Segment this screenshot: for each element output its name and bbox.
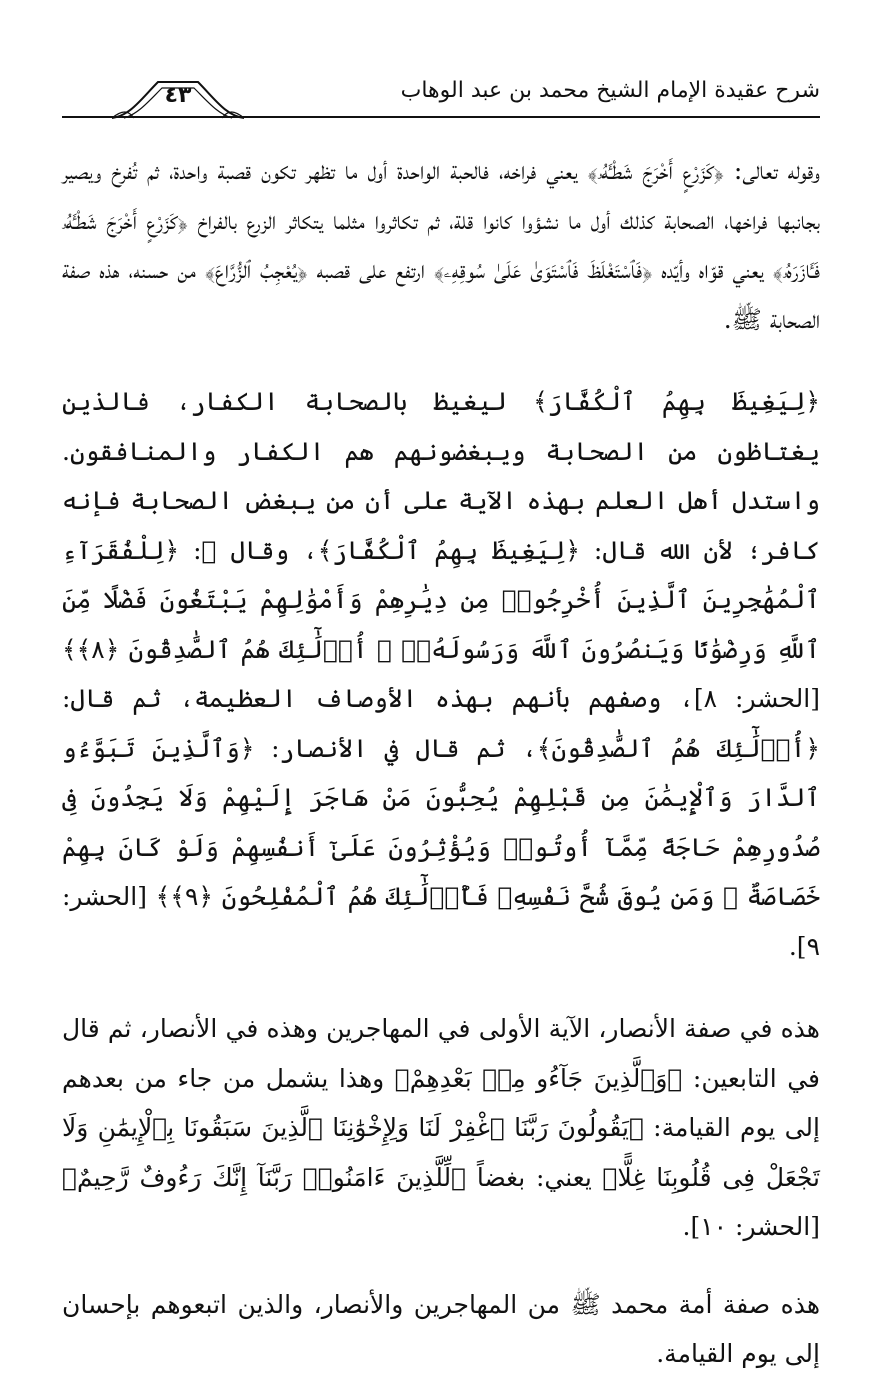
paragraph: وقوله تعالى: ﴿كَزَرْعٍ أَخْرَجَ شَطْـَٔهُۥ﴾ يعني فراخه، فالحبة الواحدة أول ما تظهر تكون قصبة واحدة، ثم تُفرخ ويصير بجانبها فراخها، الصحابة كذلك أول ما نشؤوا كانوا قلة، ثم تكاثروا مثلما يتكاثر الزرع بالفراخ ﴿كَزَرْعٍ أَخْرَجَ شَطْـَٔهُۥ فَـَٔازَرَهُۥ﴾ يعني قوّاه وأيّده ﴿فَٱسْتَغْلَظَ فَٱسْتَوَىٰ عَلَىٰ سُوقِهِۦ﴾ ارتفع على قصبه ﴿يُعْجِبُ ٱلزُّرَّاعَ﴾ من حسنه، هذه صفة الصحابة ﷺ. (62, 156, 820, 334)
paragraph: ﴿لِيَغِيظَ بِهِمُ ٱلْكُفَّارَ﴾ ليغيظ بالصحابة الكفار، فالذين يغتاظون من الصحابة ويبغضونهم هم الكفار والمنافقون. واستدل أهل العلم بهذه الآية على أن من يبغض الصحابة فإنه كافر؛ لأن الله قال: ﴿لِيَغِيظَ بِهِمُ ٱلْكُفَّارَ﴾، وقال ﷺ: ﴿لِلْفُقَرَآءِ ٱلْمُهَٰجِرِينَ ٱلَّذِينَ أُخْرِجُوا۟ مِن دِيَٰرِهِمْ وَأَمْوَٰلِهِمْ يَبْتَغُونَ فَضْلًا مِّنَ ٱللَّهِ وَرِضْوَٰنًا وَيَنصُرُونَ ٱللَّهَ وَرَسُولَهُۥٓ ۚ أُو۟لَٰٓئِكَ هُمُ ٱلصَّٰدِقُونَ ﴿٨﴾﴾ [الحشر: ٨]، وصفهم بأنهم بهذه الأوصاف العظيمة، ثم قال: ﴿أُو۟لَٰٓئِكَ هُمُ ٱلصَّٰدِقُونَ﴾، ثم قال في الأنصار: ﴿وَٱلَّذِينَ تَبَوَّءُو ٱلدَّارَ وَٱلْإِيمَٰنَ مِن قَبْلِهِمْ يُحِبُّونَ مَنْ هَاجَرَ إِلَيْهِمْ وَلَا يَجِدُونَ فِى صُدُورِهِمْ حَاجَةً مِّمَّآ أُوتُوا۟ وَيُؤْثِرُونَ عَلَىٰٓ أَنفُسِهِمْ وَلَوْ كَانَ بِهِمْ خَصَاصَةٌ ۚ وَمَن يُوقَ شُحَّ نَفْسِهِۦ فَأُو۟لَٰٓئِكَ هُمُ ٱلْمُفْلِحُونَ ﴿٩﴾﴾ [الحشر: ٩]. (62, 387, 821, 961)
page-body (62, 146, 820, 1379)
header-rule (62, 116, 820, 118)
running-title: شرح عقيدة الإمام الشيخ محمد بن عبد الوهاب (400, 78, 820, 103)
paragraph-spacer (62, 1252, 820, 1280)
paragraph: هذه صفة أمة محمد ﷺ من المهاجرين والأنصار، والذين اتبعوهم بإحسان إلى يوم القيامة. (62, 1289, 820, 1368)
paragraph: هذه في صفة الأنصار، الآية الأولى في المهاجرين وهذه في الأنصار، ثم قال في التابعين: ﴿وَٱلَّذِينَ جَآءُو مِنۢ بَعْدِهِمْ﴾ وهذا يشمل من جاء من بعدهم إلى يوم القيامة: ﴿يَقُولُونَ رَبَّنَا ٱغْفِرْ لَنَا وَلِإِخْوَٰنِنَا ٱلَّذِينَ سَبَقُونَا بِٱلْإِيمَٰنِ وَلَا تَجْعَلْ فِى قُلُوبِنَا غِلًّا﴾ يعني: بغضاً ﴿لِّلَّذِينَ ءَامَنُوا۟ رَبَّنَآ إِنَّكَ رَءُوفٌ رَّحِيمٌ﴾ [الحشر: ١٠]. (62, 1014, 820, 1241)
page-number-badge (108, 74, 248, 120)
paragraph-spacer (62, 344, 820, 377)
page-header (62, 74, 820, 118)
page-number: ٤٣ (164, 83, 192, 108)
paragraph-spacer (62, 971, 820, 1004)
